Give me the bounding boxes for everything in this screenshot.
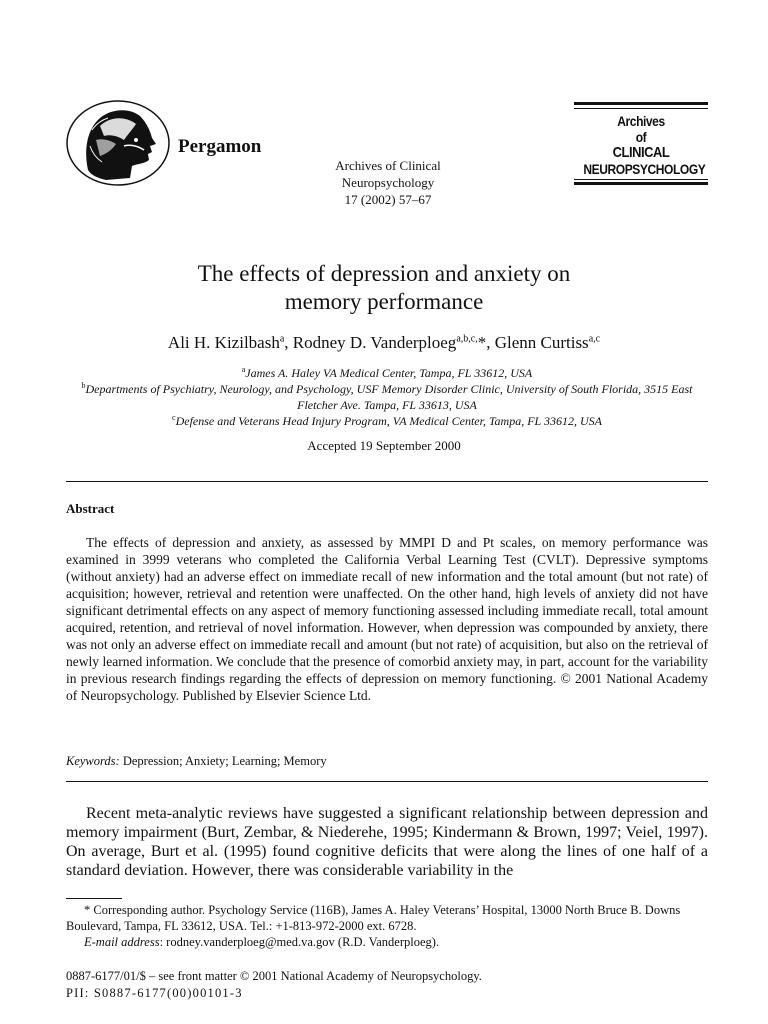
- abstract-heading: Abstract: [66, 501, 115, 516]
- keywords-label: Keywords:: [66, 754, 120, 768]
- author-affiliation-mark: a: [279, 333, 285, 345]
- publisher-name: Pergamon: [178, 136, 262, 157]
- journal-citation: [300, 157, 476, 208]
- author-name: Glenn Curtiss: [494, 333, 589, 352]
- email-line: [84, 934, 439, 950]
- masthead-rule: [574, 179, 708, 180]
- affiliation-mark: a: [241, 365, 246, 374]
- affiliation: [66, 413, 708, 429]
- divider: [66, 481, 708, 482]
- masthead-line: CLINICAL: [612, 144, 670, 161]
- title-line: memory performance: [284, 289, 484, 314]
- issn-line: 0887-6177/01/$ – see front matter © 2001 National Academy of Neuropsychology.: [66, 969, 482, 983]
- affiliation: [66, 381, 708, 413]
- email-label: E-mail address: [84, 935, 160, 949]
- abstract-text: The effects of depression and anxiety, as assessed by MMPI D and Pt scales, on memory performance was examined in 3999 veterans who completed the California Verbal Learning Test (CVLT). Depressive symptoms (without anxiety) had an adverse effect on immediate recall of new information and the total amount (but not rate) of acquisition; however, retrieval and retention were unaffected. On the other hand, high levels of anxiety did not have significant detrimental effects on any aspect of memory functioning assessed including immediate recall, total amount acquired, retention, and retrieval of novel information. However, when depression was compounded by anxiety, there was not only an adverse effect on immediate recall and amount (but not rate) of acquisition, but also on the retrieval of newly learned information. We conclude that the presence of comorbid anxiety may, in part, account for the variability in previous research findings regarding the effects of depression on memory functioning. © 2001 National Academy of Neuropsychology. Published by Elsevier Science Ltd.: [66, 535, 708, 703]
- email-address: : rodney.vanderploeg@med.va.gov (R.D. Vanderploeg).: [159, 935, 440, 949]
- keywords: [66, 754, 327, 769]
- pergamon-logo-icon: [66, 100, 170, 186]
- affiliation: [66, 365, 708, 381]
- corresponding-author-mark: *: [477, 333, 487, 352]
- author-separator: ,: [486, 333, 495, 352]
- title-line: The effects of depression and anxiety on: [197, 261, 571, 286]
- masthead-rule: [574, 108, 708, 109]
- journal-masthead: [574, 102, 708, 186]
- masthead-line: of: [635, 129, 647, 145]
- affiliation-mark: b: [81, 381, 86, 390]
- affiliation-mark: c: [172, 413, 176, 422]
- journal-name: Archives of Clinical Neuropsychology: [335, 158, 441, 190]
- affiliation-text: Defense and Veterans Head Injury Program, VA Medical Center, Tampa, FL 33612, USA: [175, 414, 602, 428]
- corresponding-author-footnote: * Corresponding author. Psychology Service (116B), James A. Haley Veterans’ Hospital, 13000 North Bruce B. Downs Boulevard, Tampa, FL 33612, USA. Tel.: +1-813-972-2000 ext. 6728.: [66, 903, 681, 933]
- author-name: Ali H. Kizilbash: [167, 333, 280, 352]
- affiliation-text: James A. Haley VA Medical Center, Tampa, FL 33612, USA: [245, 366, 533, 380]
- affiliation-text: Departments of Psychiatry, Neurology, and Psychology, USF Memory Disorder Clinic, University of South Florida, 3515 East Fletcher Ave. Tampa, FL 33613, USA: [85, 382, 693, 412]
- author-affiliation-mark: a,c: [588, 333, 601, 345]
- pii-line: PII: S0887-6177(00)00101-3: [66, 986, 243, 1000]
- author-list: [60, 333, 708, 353]
- masthead-rule: [574, 102, 708, 105]
- journal-volume: 17 (2002) 57–67: [344, 192, 432, 207]
- divider: [66, 781, 708, 782]
- masthead-text: [583, 113, 706, 177]
- keywords-values: Depression; Anxiety; Learning; Memory: [122, 754, 327, 768]
- masthead-rule: [574, 182, 708, 185]
- masthead-line: NEUROPSYCHOLOGY: [583, 161, 706, 177]
- author-affiliation-mark: a,b,c,: [456, 333, 478, 345]
- affiliations: [66, 365, 708, 429]
- body-paragraph: Recent meta-analytic reviews have suggested a significant relationship between depression and memory impairment (Burt, Zembar, & Niederehe, 1995; Kindermann & Brown, 1997; Veiel, 1997). On average, Burt et al. (1995) found cognitive deficits that were along the lines of one half of a standard deviation. However, there was considerable variability in the: [66, 805, 708, 879]
- footnote-rule: [66, 898, 122, 899]
- accepted-date: Accepted 19 September 2000: [307, 438, 461, 453]
- masthead-line: Archives: [617, 113, 665, 129]
- author-separator: ,: [284, 333, 293, 352]
- article-title: [84, 260, 684, 316]
- author-name: Rodney D. Vanderploeg: [292, 333, 457, 352]
